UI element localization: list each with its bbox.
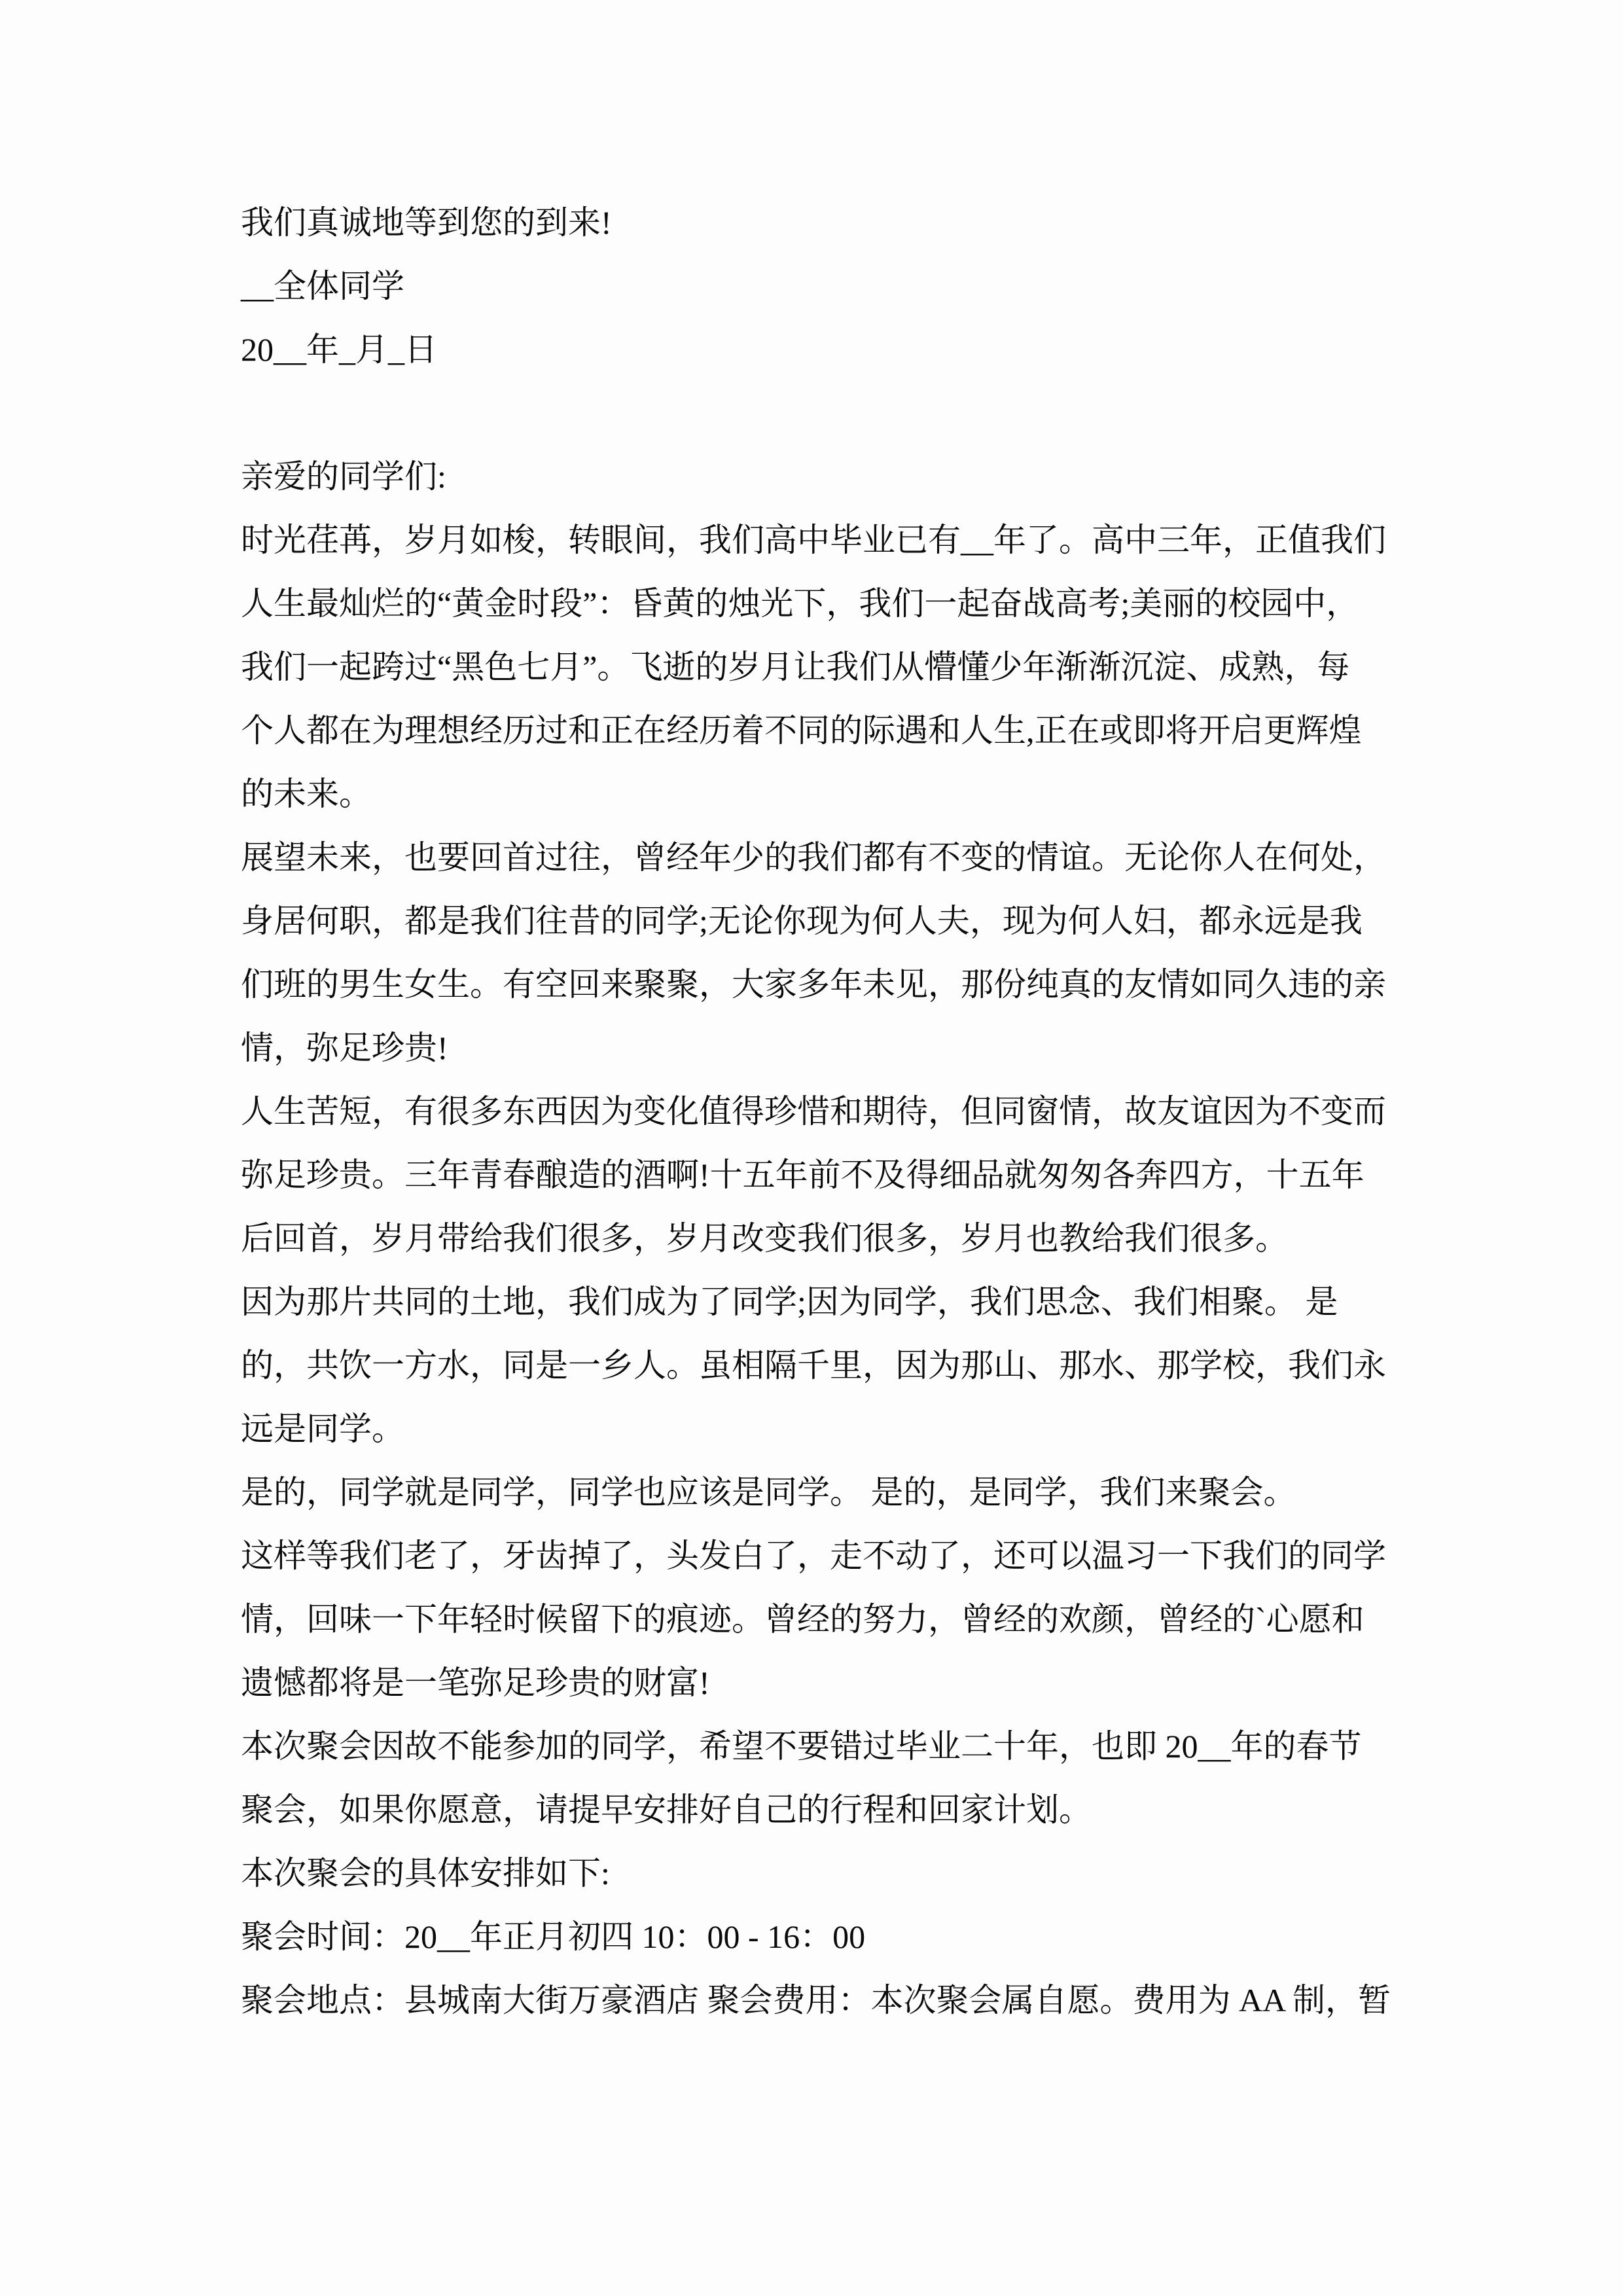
text-line: 遗憾都将是一笔弥足珍贵的财富! [241, 1664, 710, 1701]
text-line: 我们一起跨过“黑色七月”。飞逝的岁月让我们从懵懂少年渐渐沉淀、成熟，每 [241, 649, 1350, 685]
text-line: 情，弥足珍贵! [241, 1030, 448, 1066]
signature-line: __全体同学 [241, 268, 404, 304]
text-line: 们班的男生女生。有空回来聚聚，大家多年未见，那份纯真的友情如同久违的亲 [241, 966, 1386, 1003]
text-line: 是的，同学就是同学，同学也应该是同学。 是的，是同学，我们来聚会。 [241, 1474, 1296, 1511]
text-line: 情，回味一下年轻时候留下的痕迹。曾经的努力，曾经的欢颜，曾经的`心愿和 [241, 1601, 1364, 1638]
closing-appeal-line: 我们真诚地等到您的到来! [241, 204, 612, 241]
text-line: 聚会，如果你愿意，请提早安排好自己的行程和回家计划。 [241, 1791, 1092, 1828]
text-line: 人生最灿烂的“黄金时段”：昏黄的烛光下，我们一起奋战高考;美丽的校园中， [241, 585, 1359, 622]
text-line: 的未来。 [241, 776, 372, 812]
reunion-invitation-document [241, 191, 1425, 2032]
text-line: 这样等我们老了，牙齿掉了，头发白了，走不动了，还可以温习一下我们的同学 [241, 1537, 1386, 1574]
text-line: 时光荏苒，岁月如梭，转眼间，我们高中毕业已有__年了。高中三年，正值我们 [241, 522, 1386, 558]
text-line: 远是同学。 [241, 1410, 404, 1447]
text-line: 本次聚会因故不能参加的同学，希望不要错过毕业二十年，也即 20__年的春节 [241, 1728, 1362, 1765]
text-line: 的，共饮一方水，同是一乡人。虽相隔千里，因为那山、那水、那学校，我们永 [241, 1347, 1386, 1384]
text-line: 人生苦短，有很多东西因为变化值得珍惜和期待，但同窗情，故友谊因为不变而 [241, 1093, 1386, 1130]
text-line: 弥足珍贵。三年青春酿造的酒啊!十五年前不及得细品就匆匆各奔四方，十五年 [241, 1157, 1364, 1193]
text-line: 因为那片共同的土地，我们成为了同学;因为同学，我们思念、我们相聚。 是 [241, 1283, 1338, 1320]
meeting-place-fee-line: 聚会地点：县城南大街万豪酒店 聚会费用：本次聚会属自愿。费用为 AA 制，暂 [241, 1982, 1391, 2018]
text-line: 身居何职，都是我们往昔的同学;无论你现为何人夫，现为何人妇，都永远是我 [241, 903, 1363, 939]
text-line: 个人都在为理想经历过和正在经历着不同的际遇和人生,正在或即将开启更辉煌 [241, 712, 1362, 749]
salutation-line: 亲爱的同学们: [241, 458, 446, 495]
date-line: 20__年_月_日 [241, 331, 437, 368]
arrangement-heading-line: 本次聚会的具体安排如下: [241, 1855, 610, 1892]
text-line: 展望未来，也要回首过往，曾经年少的我们都有不变的情谊。无论你人在何处， [241, 839, 1386, 876]
blank-line [241, 382, 1425, 445]
text-line: 后回首，岁月带给我们很多，岁月改变我们很多，岁月也教给我们很多。 [241, 1220, 1288, 1257]
meeting-time-line: 聚会时间：20__年正月初四 10：00 - 16：00 [241, 1918, 866, 1955]
